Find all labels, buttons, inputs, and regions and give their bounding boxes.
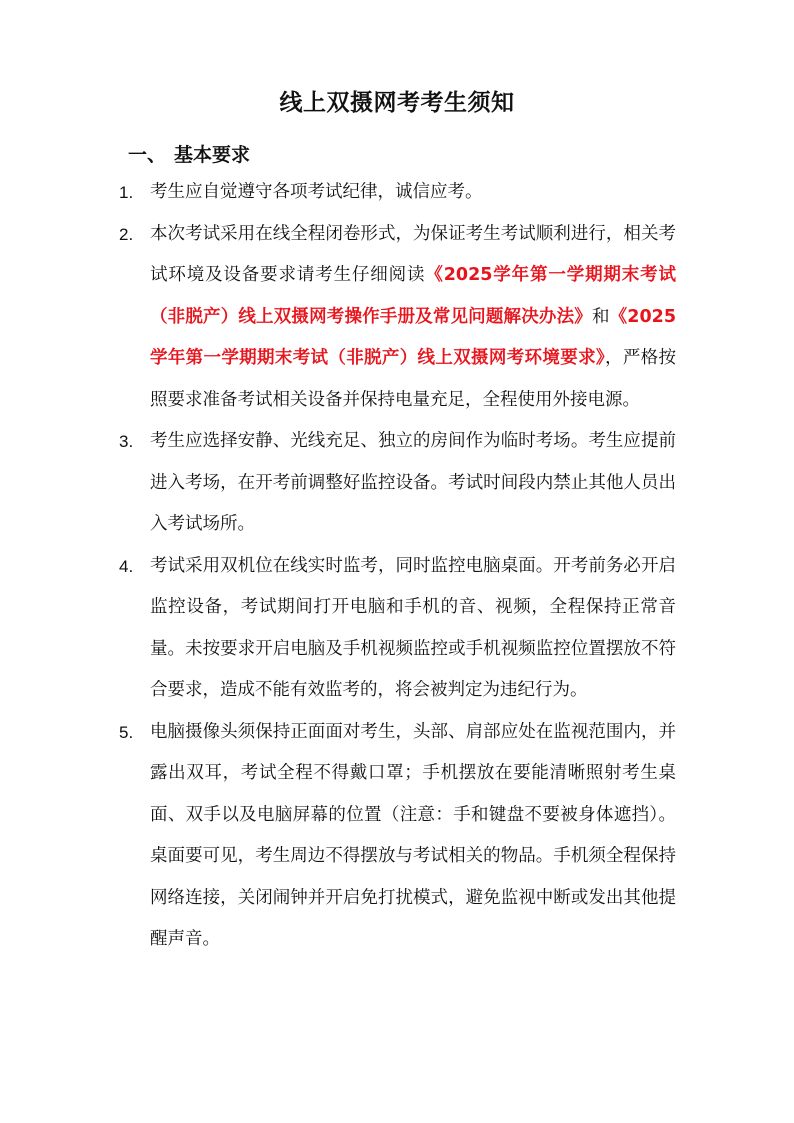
environment-document-reference: 《2025学年第一学期期末考试（非脱产）线上双摄网考环境要求》 [150,306,677,368]
list-item-text: 本次考试采用在线全程闭卷形式，为保证考生考试顺利进行，相关考试环境及设备要求请考生仔细阅读 [150,223,676,285]
list-item-text: 考生应自觉遵守各项考试纪律，诚信应考。 [150,182,483,202]
list-item-text: 电脑摄像头须保持正面面对考生，头部、肩部应处在监视范围内，并露出双耳，考试全程不得戴口罩；手机摆放在要能清晰照射考生桌面、双手以及电脑屏幕的位置（注意：手和键盘不要被身体遮挡）。桌面要可见，考生周边不得摆放与考试相关的物品。手机须全程保持网络连接，关闭闹钟并开启免打扰模式，避免监视中断或发出其他提醒声音。 [150,721,676,949]
list-item [119,712,676,961]
list-item-text: ，严格按照要求准备考试相关设备并保持电量充足，全程使用外接电源。 [150,348,677,410]
page-title: 线上双摄网考考生须知 [279,90,515,116]
section-title: 基本要求 [174,144,251,166]
manual-document-reference: 《2025学年第一学期期末考试（非脱产）线上双摄网考操作手册及常见问题解决办法》 [150,265,676,327]
list-item [119,172,676,214]
list-item [119,546,676,712]
list-item [119,214,677,422]
requirements-list [0,172,794,961]
list-item-index: 3. [119,432,134,451]
section-heading [128,140,250,167]
list-item-index: 1. [119,183,134,202]
section-number: 一、 [128,144,167,166]
list-item-index: 5. [119,722,134,742]
list-item-text: 和 [591,306,610,327]
list-item-index: 4. [119,556,134,576]
list-item-text: 考试采用双机位在线实时监考，同时监控电脑桌面。开考前务必开启监控设备，考试期间打开电脑和手机的音、视频，全程保持正常音量。未按要求开启电脑及手机视频监控或手机视频监控位置摆放不符合要求，造成不能有效监考的，将会被判定为违纪行为。 [150,555,676,700]
list-item-text: 考生应选择安静、光线充足、独立的房间作为临时考场。考生应提前进入考场，在开考前调整好监控设备。考试时间段内禁止其他人员出入考试场所。 [150,431,676,534]
list-item-index: 2. [119,224,134,244]
list-item [119,421,676,546]
